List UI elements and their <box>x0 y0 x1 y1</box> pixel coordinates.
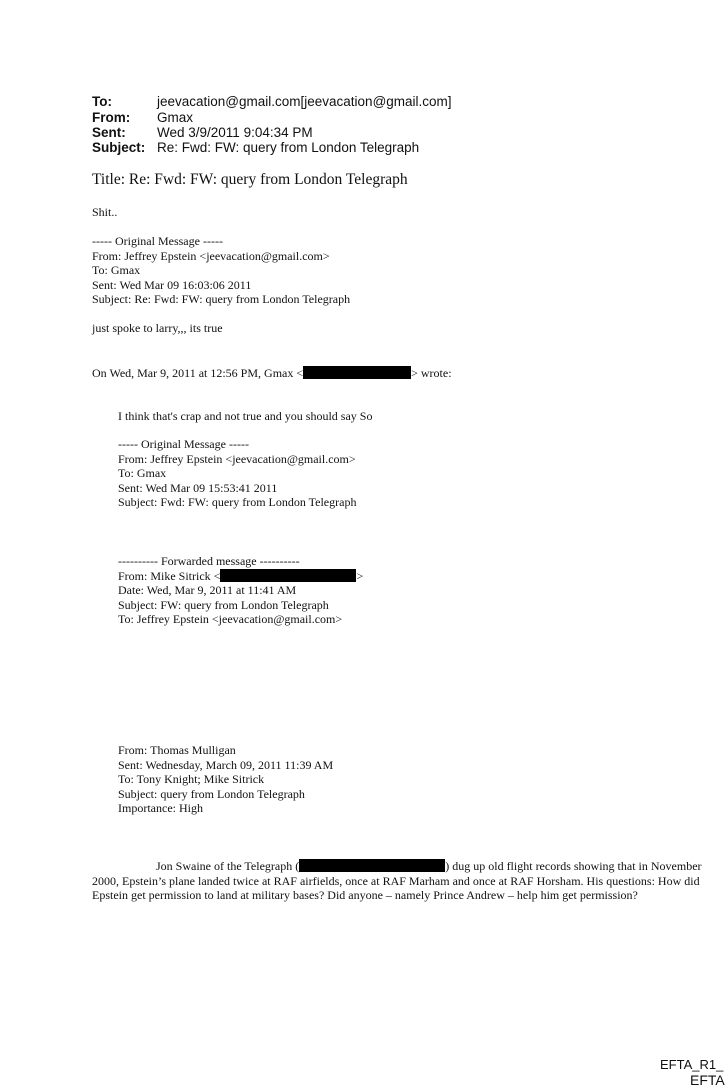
body-paragraph-after: ) dug up old flight records showing that in November 2000, Epstein’s plane landed twice at RAF airfields, once at RAF Marham and once at RAF Horsham. His questions: How did Epstein get permission to land at military bases? Did anyone – namely Prince Andrew – help him get permission? <box>92 859 702 903</box>
original-1-subject: Subject: Re: Fwd: FW: query from London Telegraph <box>92 292 351 307</box>
original-1-from: From: Jeffrey Epstein <jeevacation@gmail.com> <box>92 248 330 263</box>
forwarded-message <box>118 554 363 627</box>
quote-intro-after: > wrote: <box>411 366 452 380</box>
quoted-reply: I think that's crap and not true and you should say So <box>118 409 373 423</box>
header-from-row <box>92 110 193 126</box>
document-title: Title: Re: Fwd: FW: query from London Telegraph <box>92 171 408 188</box>
header-from-label: From: <box>92 110 131 125</box>
body-paragraph <box>92 859 717 903</box>
forwarded-from-after: > <box>356 568 364 583</box>
redaction-box <box>220 569 356 582</box>
original-2-divider: ----- Original Message ----- <box>118 437 249 451</box>
inner-message-header <box>118 743 333 816</box>
header-subject-value: Re: Fwd: FW: query from London Telegraph <box>157 140 420 155</box>
reply-body: Shit.. <box>92 205 118 219</box>
inner-from: From: Thomas Mulligan <box>118 743 236 757</box>
original-message-2 <box>118 437 356 510</box>
original-2-from: From: Jeffrey Epstein <jeevacation@gmail.com> <box>118 451 356 466</box>
original-2-to: To: Gmax <box>118 466 167 481</box>
header-subject-row <box>92 140 419 156</box>
header-sent-label: Sent: <box>92 125 126 140</box>
original-1-divider: ----- Original Message ----- <box>92 234 223 248</box>
redaction-box <box>303 366 411 379</box>
body-paragraph-before: Jon Swaine of the Telegraph ( <box>156 859 300 873</box>
bates-number-1: EFTA_R1_ <box>660 1057 724 1072</box>
forwarded-subject: Subject: FW: query from London Telegraph <box>118 597 329 612</box>
redaction-box <box>299 859 445 872</box>
forwarded-divider: ---------- Forwarded message ---------- <box>118 554 300 568</box>
forwarded-from-row <box>118 569 363 584</box>
inner-subject: Subject: query from London Telegraph <box>118 786 305 801</box>
quote-intro <box>92 366 452 381</box>
header-sent-value: Wed 3/9/2011 9:04:34 PM <box>157 125 313 140</box>
header-to-label: To: <box>92 94 112 109</box>
header-sent-row <box>92 125 313 141</box>
inner-importance: Importance: High <box>118 801 203 816</box>
inner-sent: Sent: Wednesday, March 09, 2011 11:39 AM <box>118 757 334 772</box>
quote-intro-before: On Wed, Mar 9, 2011 at 12:56 PM, Gmax < <box>92 366 304 380</box>
original-1-body: just spoke to larry,,, its true <box>92 321 223 335</box>
inner-to: To: Tony Knight; Mike Sitrick <box>118 772 265 787</box>
original-2-sent: Sent: Wed Mar 09 15:53:41 2011 <box>118 480 278 495</box>
forwarded-from-before: From: Mike Sitrick < <box>118 568 221 583</box>
original-message-1 <box>92 234 350 307</box>
original-2-subject: Subject: Fwd: FW: query from London Telegraph <box>118 495 357 510</box>
original-1-sent: Sent: Wed Mar 09 16:03:06 2011 <box>92 277 252 292</box>
header-subject-label: Subject: <box>92 140 146 155</box>
header-to-row <box>92 94 452 110</box>
forwarded-date: Date: Wed, Mar 9, 2011 at 11:41 AM <box>118 583 297 598</box>
forwarded-to: To: Jeffrey Epstein <jeevacation@gmail.com> <box>118 612 343 627</box>
header-to-value: jeevacation@gmail.com[jeevacation@gmail.com] <box>157 94 452 109</box>
header-from-value: Gmax <box>157 110 194 125</box>
bates-number-2: EFTA <box>690 1072 725 1088</box>
original-1-to: To: Gmax <box>92 263 141 278</box>
